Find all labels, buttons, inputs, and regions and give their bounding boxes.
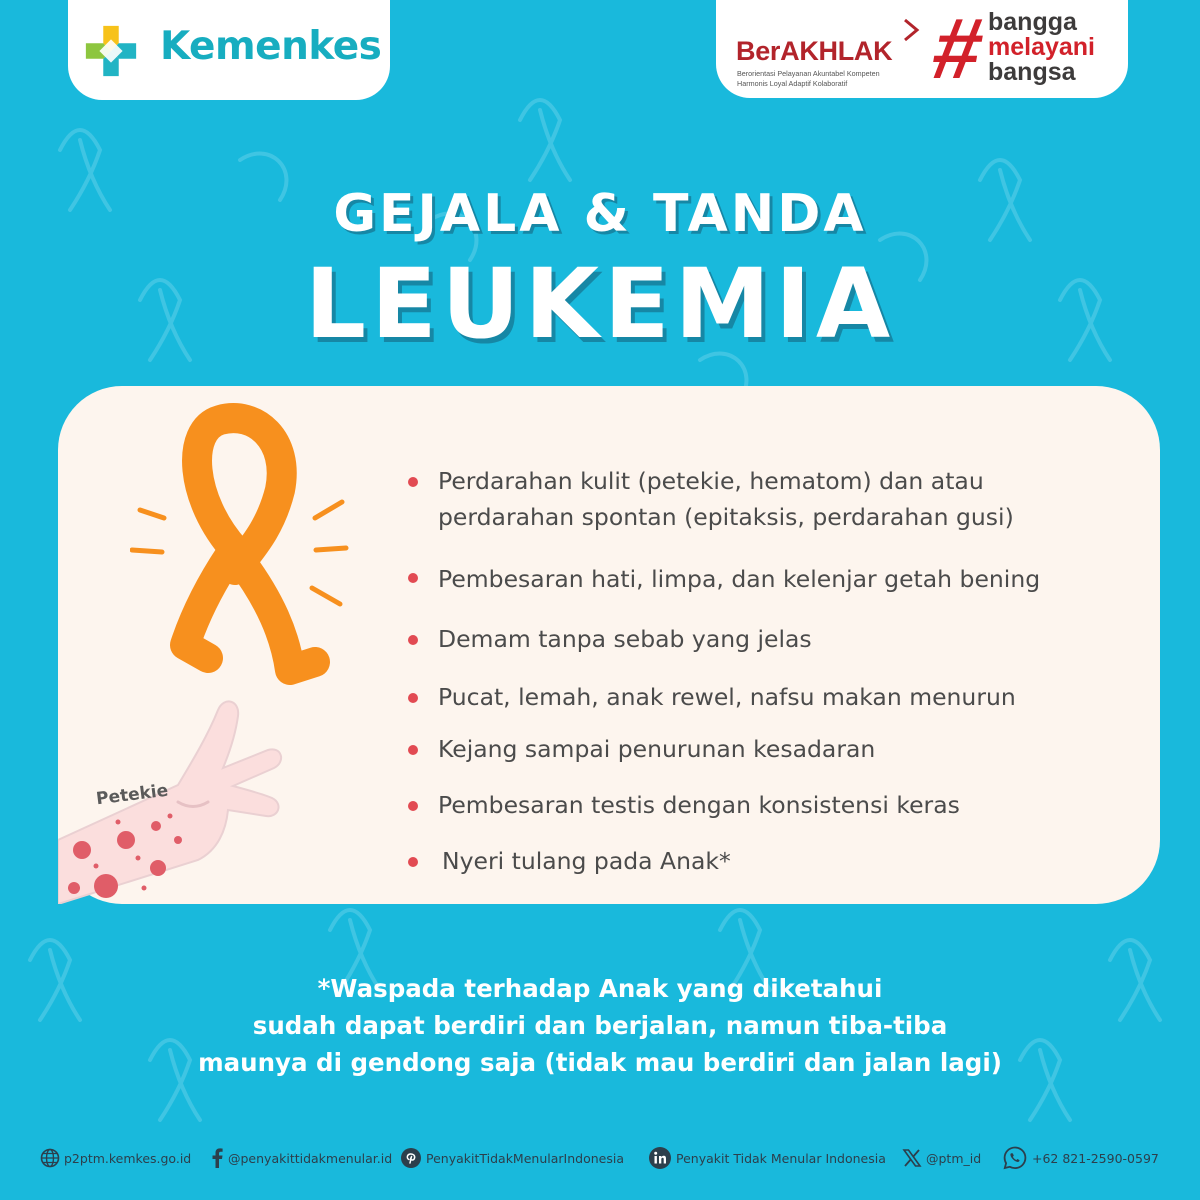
facebook-icon — [210, 1148, 224, 1168]
bangga-melayani-bangsa-text — [988, 10, 1095, 85]
footnote-line-1: *Waspada terhadap Anak yang diketahui — [317, 974, 883, 1003]
kemenkes-logo-icon — [82, 22, 140, 80]
list-item-text: perdarahan spontan (epitaksis, perdarahan gusi) — [438, 503, 1014, 531]
kemenkes-logo-card — [68, 0, 390, 100]
footnote — [0, 970, 1200, 1081]
footer-linkedin-link[interactable] — [648, 1138, 886, 1178]
title-subheading: GEJALA & TANDA — [333, 184, 867, 244]
list-item-text: Demam tanpa sebab yang jelas — [438, 625, 812, 653]
bullet-icon — [408, 693, 418, 703]
melayani-word: melayani — [988, 33, 1096, 61]
petekie-label: Petekie — [95, 780, 170, 810]
list-item-text: Pucat, lemah, anak rewel, nafsu makan menurun — [438, 683, 1016, 711]
footer-whatsapp-link[interactable] — [1002, 1138, 1159, 1178]
bullet-icon — [408, 857, 418, 867]
pinterest-icon — [400, 1147, 422, 1169]
x-twitter-icon — [902, 1148, 922, 1168]
globe-icon — [40, 1148, 60, 1168]
awareness-ribbon-icon — [130, 400, 350, 700]
bullet-icon — [408, 801, 418, 811]
list-item-text: Pembesaran testis dengan konsistensi keras — [438, 791, 960, 819]
whatsapp-icon — [1002, 1145, 1028, 1171]
bangga-word: bangga — [988, 8, 1077, 36]
berakhlak-logo-text: BerAKHLAK — [736, 36, 893, 66]
chevron-right-icon — [902, 18, 922, 42]
footer-x-link[interactable] — [902, 1138, 981, 1178]
footer-facebook-link[interactable] — [210, 1138, 392, 1178]
footer-website-link[interactable] — [40, 1138, 191, 1178]
list-item-text: Nyeri tulang pada Anak* — [442, 847, 731, 875]
footnote-line-2: sudah dapat berdiri dan berjalan, namun tiba-tiba — [252, 1011, 948, 1040]
bullet-icon — [408, 573, 418, 583]
bullet-icon — [408, 635, 418, 645]
berakhlak-tagline — [737, 69, 927, 88]
facebook-text: @penyakittidakmenular.id — [228, 1150, 393, 1166]
whatsapp-text: +62 821-2590-0597 — [1032, 1150, 1159, 1166]
list-item-text: Kejang sampai penurunan kesadaran — [438, 735, 876, 763]
hashtag-symbol: # — [925, 1, 991, 97]
bullet-icon — [408, 477, 418, 487]
list-item-text: Pembesaran hati, limpa, dan kelenjar getah bening — [438, 565, 1041, 593]
footer-contacts — [0, 1138, 1200, 1178]
footer-pinterest-link[interactable] — [400, 1138, 624, 1178]
list-item-text: Perdarahan kulit (petekie, hematom) dan atau — [438, 467, 984, 495]
bangsa-word: bangsa — [988, 58, 1076, 86]
berakhlak-card — [716, 0, 1128, 98]
kemenkes-logo-text: Kemenkes — [160, 24, 382, 69]
berakhlak-tagline-line-1: Berorientasi Pelayanan Akuntabel Kompeten — [737, 69, 880, 78]
website-text: p2ptm.kemkes.go.id — [64, 1150, 192, 1166]
berakhlak-tagline-line-2: Harmonis Loyal Adaptif Kolaboratif — [737, 78, 848, 88]
footnote-line-3: maunya di gendong saja (tidak mau berdiri dan jalan lagi) — [198, 1048, 1002, 1077]
pinterest-text: PenyakitTidakMenularIndonesia — [426, 1150, 624, 1166]
linkedin-text: Penyakit Tidak Menular Indonesia — [676, 1150, 886, 1166]
bullet-icon — [408, 745, 418, 755]
page-title: LEUKEMIA — [304, 248, 896, 360]
x-handle-text: @ptm_id — [926, 1150, 982, 1166]
hand-petekie-illustration — [58, 690, 288, 904]
linkedin-icon — [648, 1146, 672, 1170]
